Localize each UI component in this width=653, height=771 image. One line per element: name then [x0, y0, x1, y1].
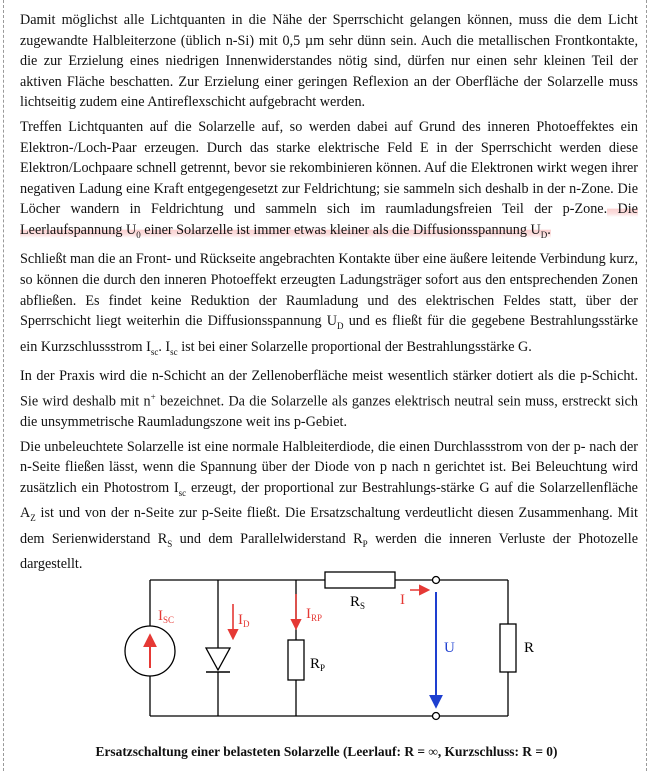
- r-label: R: [524, 640, 535, 656]
- body-text: [20, 10, 638, 579]
- right-dashed-border: [646, 0, 647, 771]
- parallel-resistor-rp: [288, 640, 304, 680]
- rp-label: $R_P$: [310, 656, 326, 673]
- id-label: $I_D$: [238, 612, 250, 629]
- isc-label: $I_{SC}$: [158, 608, 175, 625]
- irp-label: $I_{RP}$: [306, 606, 323, 623]
- rs-label: $R_S$: [350, 594, 366, 611]
- i-label: I: [400, 592, 405, 608]
- figure-caption: Ersatzschaltung einer belasteten Solarzelle (Leerlauf: R = ∞, Kurzschluss: R = 0): [95, 744, 558, 759]
- diode-symbol: [206, 648, 230, 672]
- terminal-top: [433, 577, 440, 584]
- current-source-symbol: [125, 626, 175, 676]
- paragraph-4: In der Praxis wird die n-Schicht an der Zellenoberfläche meist wesentlich stärker dotiert als die p-Schicht. Sie wird deshalb mit n+ bezeichnet. Da die Solarzelle als ganzes elektrisch neutral sein muss, erstreckt sich die unsymmetrische Raumladungszone weit ins p-Gebiet.: [20, 367, 638, 430]
- left-dashed-border: [3, 0, 4, 771]
- paragraph-5: Die unbeleuchtete Solarzelle ist eine normale Halbleiterdiode, die einen Durchlassstrom von der p- nach der n-Seite fließen lässt, wenn die Spannung über der Diode von p nach n gerichtet ist. Bei Beleuchtung wird zusätzlich ein Photostrom $I_{sc}$ erzeugt, der proportional zur Bestrahlungs-stärke G auf die Solarzellenfläche $A_Z$ ist und von der n-Seite zur p-Seite fließt. Die Ersatzschaltung verdeutlicht diesen Zusammenhang. Mit dem Serienwiderstand $R_S$ und dem Parallelwiderstand $R_P$ werden die inneren Verluste der Photozelle dargestellt.: [20, 438, 638, 572]
- paragraph-3: Schließt man die an Front- und Rückseite angebrachten Kontakte über eine äußere leitende Verbindung kurz, so können die durch den inneren Photoeffekt erzeugten Ladungsträger sofort aus den entsprechenden Zonen abfließen. Es findet keine Reduktion der Raumladung und des elektrischen Feldes statt, über der Sperrschicht liegt weiterhin die Diffusionsspannung $U_D$ und es fließt für die gegebene Bestrahlungsstärke ein Kurzschlussstrom $I_{sc}$. $I_{sc}$ ist bei einer Solarzelle proportional der Bestrahlungsstärke G.: [20, 251, 638, 357]
- load-resistor-r: [500, 624, 516, 672]
- paragraph-2: Treffen Lichtquanten auf die Solarzelle auf, so werden dabei auf Grund des inneren Photoeffektes ein Elektron-/Loch-Paar erzeugen. Durch das starke elektrische Feld E in der Sperrschicht werden diese Elektron/Lochpaare schnell getrennt, bevor sie rekombinieren können. Auf die Elektronen wirkt wegen ihrer negativen Ladung eine Kraft entgegengesetzt zur Feldrichtung; sie sammeln sich deshalb in der n-Zone. Die Löcher wandern in Feldrichtung und sammeln sich im raumladungsfreien Teil der p-Zone. Die Leerlaufspannung $U_0$ einer Solarzelle ist immer etwas kleiner als die Diffusionsspannung $U_D$.: [20, 118, 638, 240]
- paragraph-1: Damit möglichst alle Lichtquanten in die Nähe der Sperrschicht gelangen können, muss die dem Licht zugewandte Halbleiterzone (üblich n-Si) mit 0,5 µm sehr dünn sein. Auch die metallischen Frontkontakte, die zur Erzielung eines niedrigen Innenwiderstandes nötig sind, dürfen nur einen sehr kleinen Teil der aktiven Fläche beschatten. Zur Erzielung einer geringen Reflexion an der Oberfläche der Solarzelle muss lichtseitig zudem eine Antireflexschicht aufgebracht werden.: [20, 12, 638, 111]
- terminal-bottom: [433, 713, 440, 720]
- equivalent-circuit-diagram: [110, 568, 560, 738]
- series-resistor-rs: [325, 572, 395, 588]
- highlighted-sentence: Die Leerlaufspannung $U_0$ einer Solarzelle ist immer etwas kleiner als die Diffusionsspannung $U_D$.: [20, 201, 638, 240]
- u-label: U: [444, 640, 455, 656]
